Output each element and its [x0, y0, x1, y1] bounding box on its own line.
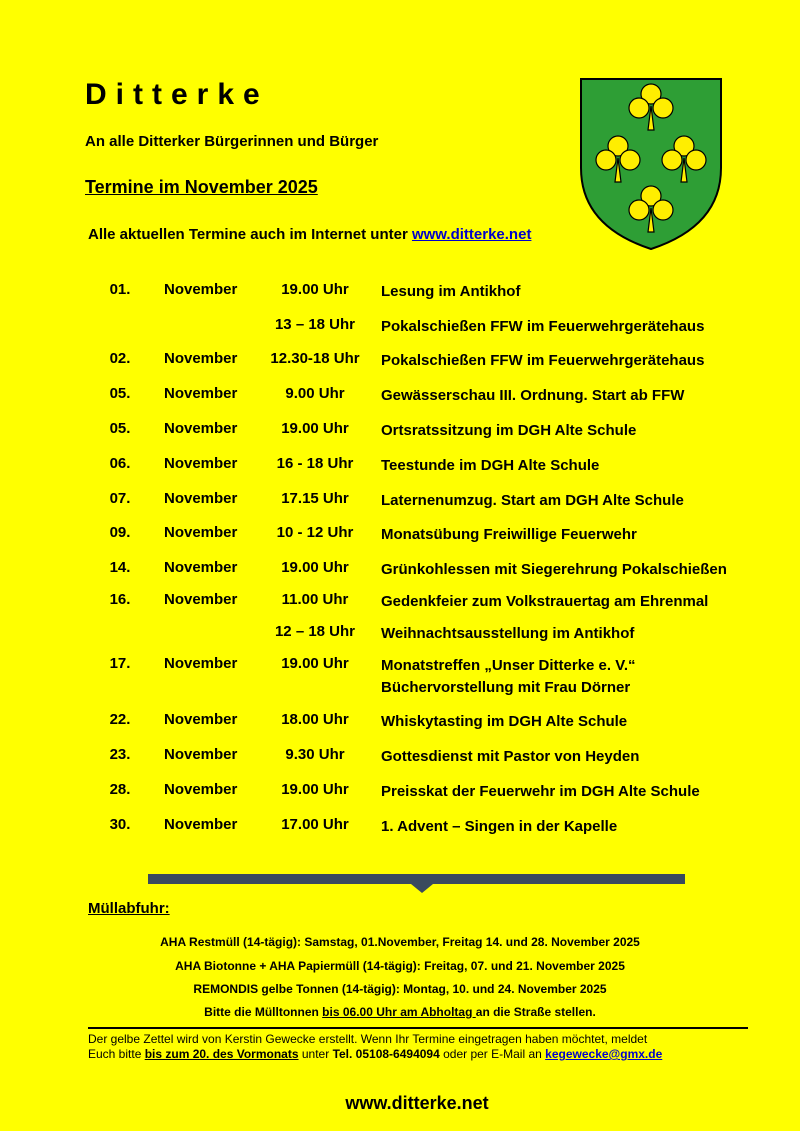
event-description: Preisskat der Feuerwehr im DGH Alte Schule — [381, 783, 700, 800]
event-month: November — [164, 781, 238, 798]
website-link[interactable]: www.ditterke.net — [411, 226, 532, 243]
event-month: November — [164, 350, 238, 367]
online-text: Alle aktuellen Termine auch im Internet unter — [88, 226, 412, 243]
event-time: 12 – 18 Uhr — [274, 623, 356, 640]
event-description: Weihnachtsausstellung im Antikhof — [381, 625, 635, 642]
divider-arrow-icon — [411, 884, 433, 893]
online-notice — [88, 226, 531, 243]
waste-line-instruction — [0, 1005, 800, 1019]
event-description: Gedenkfeier zum Volkstrauertag am Ehrenmal — [381, 593, 709, 610]
email-link[interactable]: kegewecke@gmx.de — [545, 1047, 663, 1061]
event-time: 19.00 Uhr — [281, 559, 349, 576]
greeting: An alle Ditterker Bürgerinnen und Bürger — [85, 133, 379, 150]
event-description-line-2: Büchervorstellung mit Frau Dörner — [381, 679, 631, 696]
event-day: 06. — [109, 455, 131, 472]
event-month: November — [164, 281, 238, 298]
event-month: November — [164, 711, 238, 728]
event-month: November — [164, 746, 238, 763]
event-day: 17. — [109, 655, 131, 672]
event-month: November — [164, 655, 238, 672]
event-month: November — [164, 559, 238, 576]
event-day: 22. — [109, 711, 131, 728]
event-day: 07. — [109, 490, 131, 507]
event-time: 11.00 Uhr — [281, 591, 349, 608]
instruction-deadline: bis 06.00 Uhr am Abholtag — [322, 1005, 476, 1019]
clover-coat-of-arms-icon — [578, 76, 724, 252]
event-day: 09. — [109, 524, 131, 541]
event-description: Teestunde im DGH Alte Schule — [381, 457, 600, 474]
footnote-text-a: Euch bitte — [88, 1047, 145, 1061]
event-description: Monatsübung Freiwillige Feuerwehr — [381, 526, 637, 543]
event-description: Whiskytasting im DGH Alte Schule — [381, 713, 628, 730]
footnote-rule — [88, 1027, 748, 1029]
event-month: November — [164, 385, 238, 402]
event-month: November — [164, 490, 238, 507]
event-month: November — [164, 420, 238, 437]
event-description: Pokalschießen FFW im Feuerwehrgerätehaus — [381, 352, 705, 369]
page-title: Ditterke — [85, 78, 269, 111]
event-description-line-1: Monatstreffen „Unser Ditterke e. V.“ — [381, 657, 636, 674]
event-time: 19.00 Uhr — [281, 655, 349, 672]
event-month: November — [164, 591, 238, 608]
footnote-text-e: oder per E-Mail an — [439, 1047, 546, 1061]
event-time: 9.00 Uhr — [285, 385, 345, 402]
event-time: 17.00 Uhr — [281, 816, 349, 833]
instruction-text-c: an die Straße stellen. — [475, 1005, 596, 1019]
event-time: 19.00 Uhr — [281, 781, 349, 798]
event-time: 9.30 Uhr — [285, 746, 345, 763]
footer-website[interactable]: www.ditterke.net — [345, 1093, 489, 1113]
event-time: 16 - 18 Uhr — [276, 455, 354, 472]
event-description: Grünkohlessen mit Siegerehrung Pokalschießen — [381, 561, 727, 578]
event-month: November — [164, 524, 238, 541]
event-day: 01. — [109, 281, 131, 298]
event-time: 19.00 Uhr — [281, 420, 349, 437]
schedule-heading: Termine im November 2025 — [85, 177, 318, 197]
event-day: 30. — [109, 816, 131, 833]
event-day: 05. — [109, 385, 131, 402]
event-day: 16. — [109, 591, 131, 608]
event-description: 1. Advent – Singen in der Kapelle — [381, 818, 618, 835]
event-day: 28. — [109, 781, 131, 798]
footnote-text-c: unter — [298, 1047, 333, 1061]
event-time: 17.15 Uhr — [281, 490, 349, 507]
event-day: 02. — [109, 350, 131, 367]
instruction-text-a: Bitte die Mülltonnen — [204, 1005, 323, 1019]
event-description: Ortsratssitzung im DGH Alte Schule — [381, 422, 637, 439]
waste-title: Müllabfuhr: — [88, 900, 170, 917]
event-time: 10 - 12 Uhr — [276, 524, 354, 541]
event-month: November — [164, 816, 238, 833]
footnote — [88, 1032, 748, 1062]
event-description — [381, 655, 636, 699]
footnote-line-1: Der gelbe Zettel wird von Kerstin Gewecke erstellt. Wenn Ihr Termine eingetragen haben möchtet, meldet — [88, 1032, 648, 1046]
event-time: 19.00 Uhr — [281, 281, 349, 298]
event-day: 14. — [109, 559, 131, 576]
footnote-line-2 — [88, 1047, 748, 1062]
footnote-phone: Tel. 05108-6494094 — [332, 1047, 440, 1061]
waste-line-biotonne: AHA Biotonne + AHA Papiermüll (14-tägig): Freitag, 07. und 21. November 2025 — [175, 959, 625, 973]
event-description: Lesung im Antikhof — [381, 283, 521, 300]
event-time: 13 – 18 Uhr — [274, 316, 356, 333]
event-description: Gewässerschau III. Ordnung. Start ab FFW — [381, 387, 685, 404]
event-time: 18.00 Uhr — [281, 711, 349, 728]
event-day: 23. — [109, 746, 131, 763]
event-time: 12.30-18 Uhr — [270, 350, 360, 367]
event-description: Pokalschießen FFW im Feuerwehrgerätehaus — [381, 318, 705, 335]
waste-line-restmuell: AHA Restmüll (14-tägig): Samstag, 01.November, Freitag 14. und 28. November 2025 — [160, 935, 640, 949]
footnote-deadline: bis zum 20. des Vormonats — [144, 1047, 299, 1061]
event-description: Laternenumzug. Start am DGH Alte Schule — [381, 492, 684, 509]
event-month: November — [164, 455, 238, 472]
event-description: Gottesdienst mit Pastor von Heyden — [381, 748, 640, 765]
waste-line-remondis: REMONDIS gelbe Tonnen (14-tägig): Montag, 10. und 24. November 2025 — [193, 982, 607, 996]
event-day: 05. — [109, 420, 131, 437]
section-divider — [148, 874, 685, 884]
